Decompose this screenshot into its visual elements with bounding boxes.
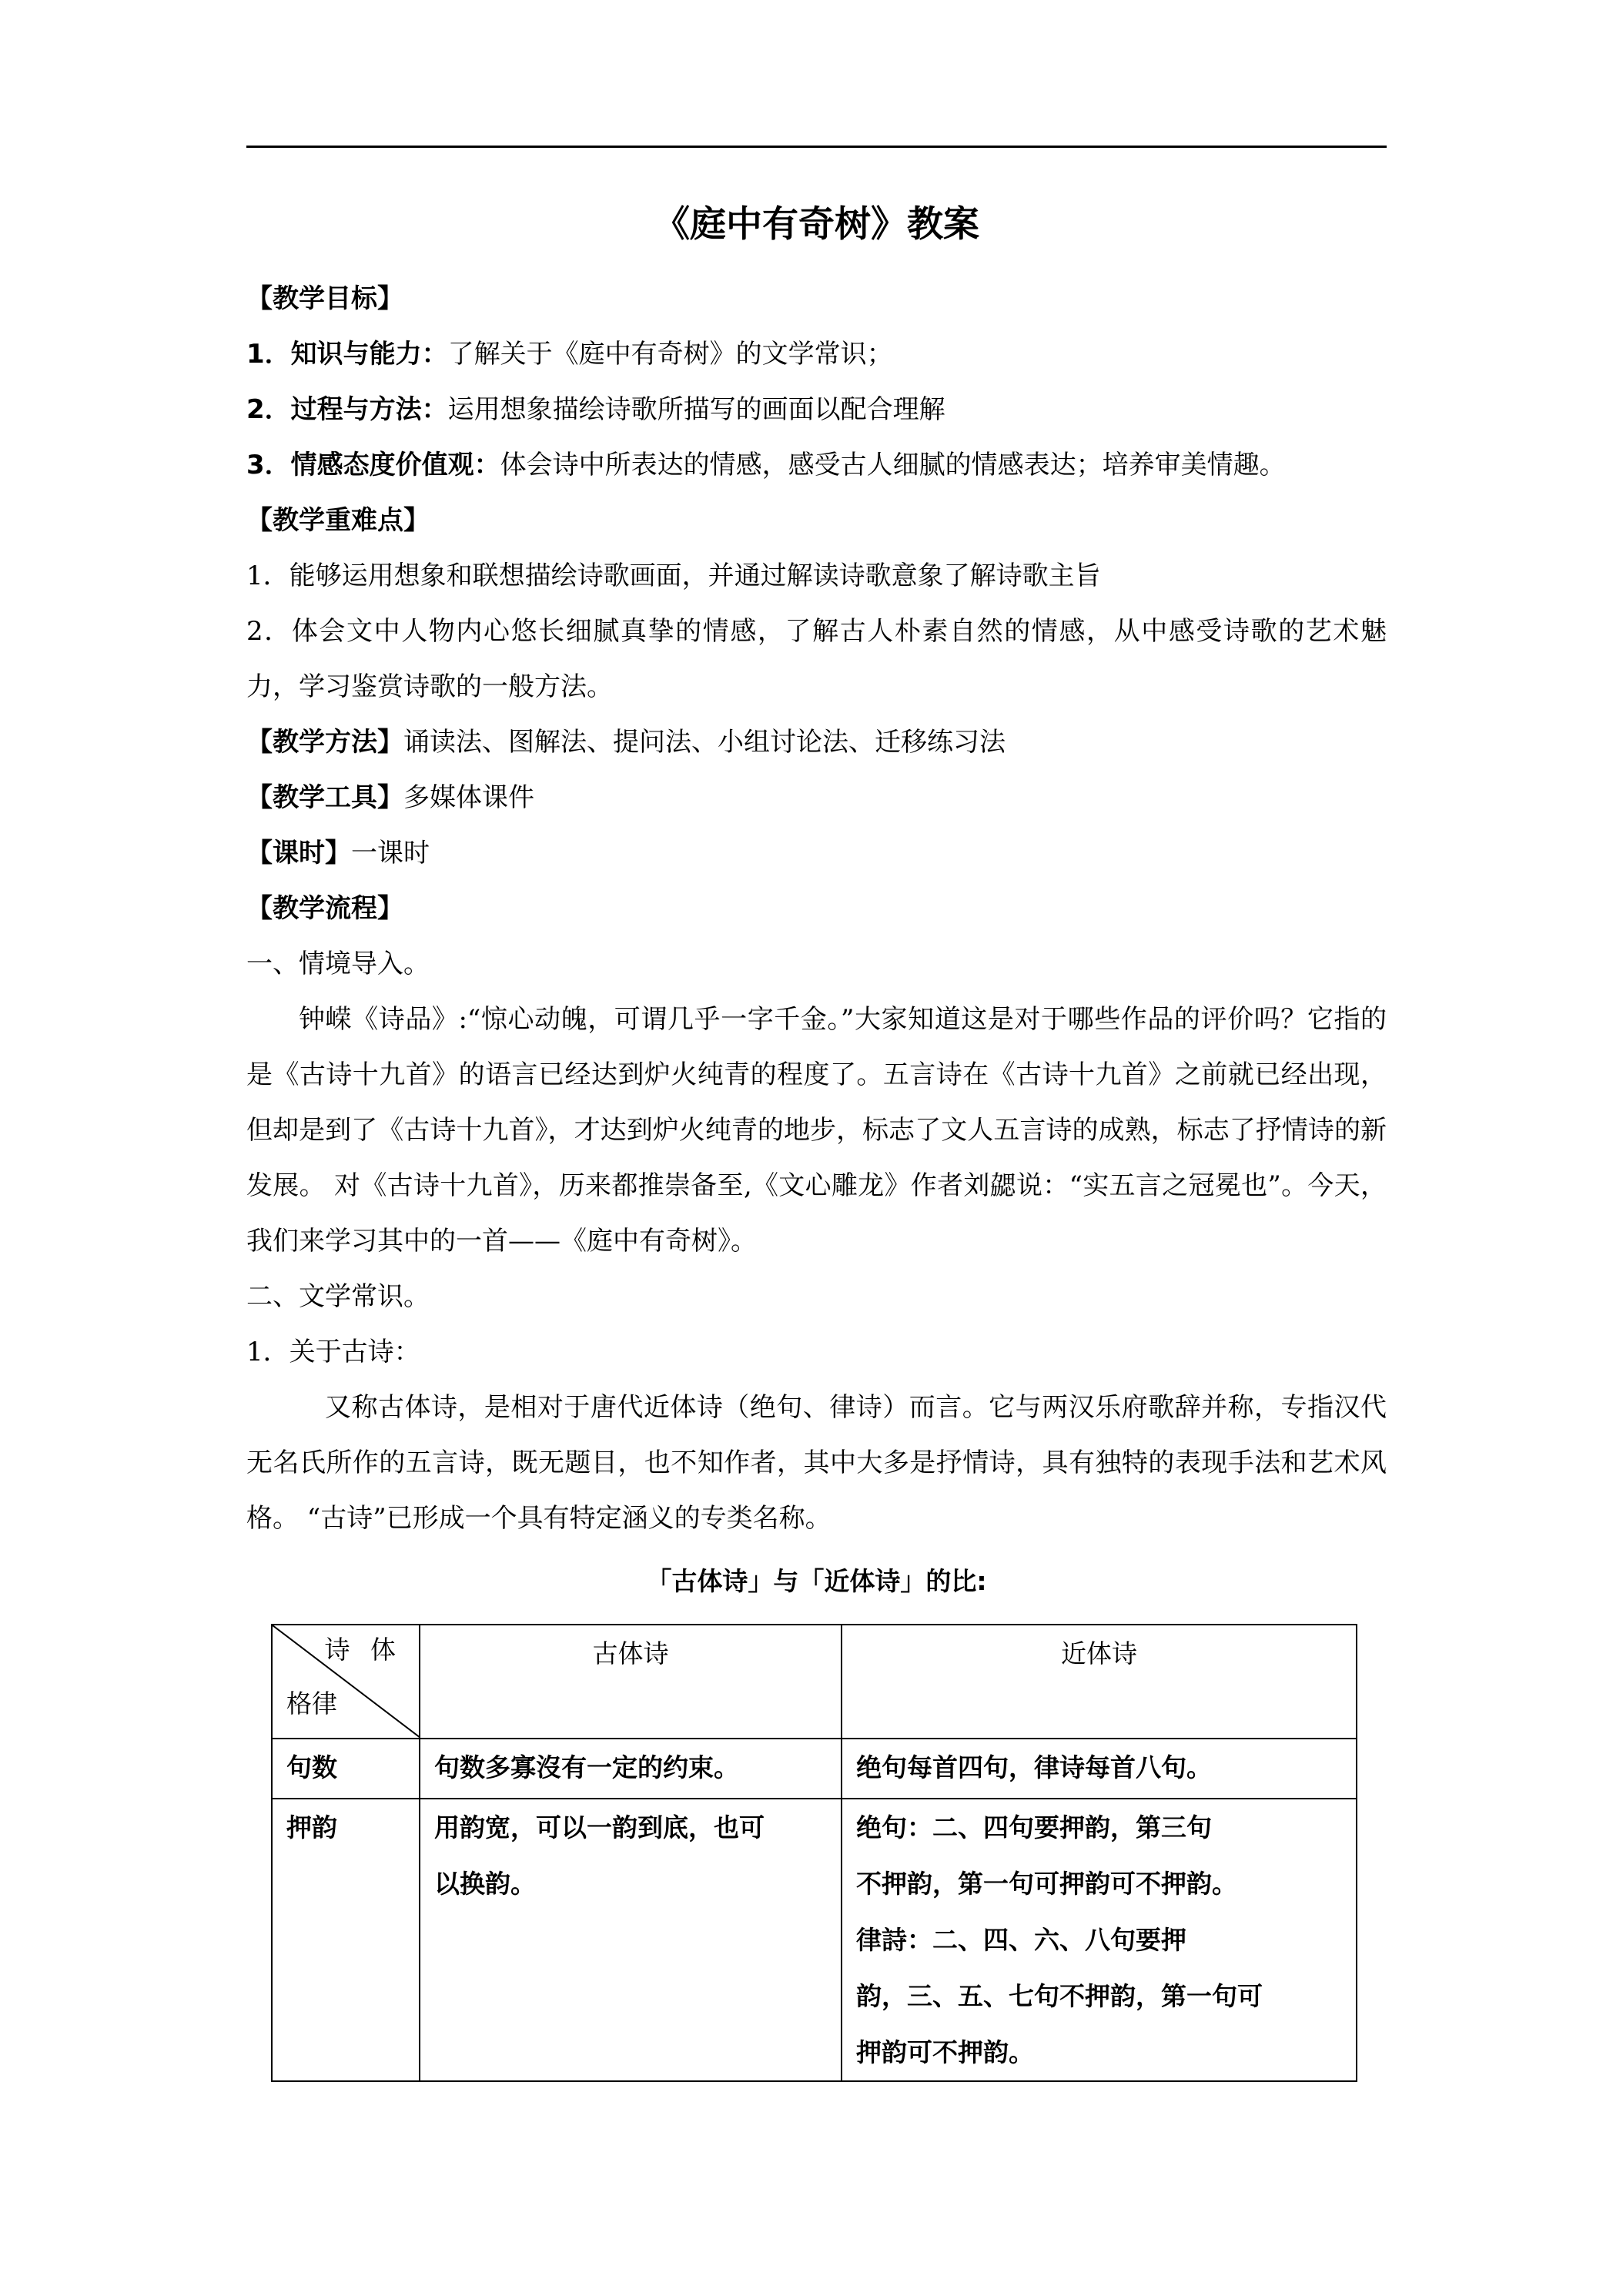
- step2-subheading: 1．关于古诗：: [246, 1337, 420, 1367]
- col-header-ancient: 古体诗: [420, 1625, 842, 1739]
- objectives-heading: 【教学目标】: [246, 283, 403, 314]
- objective-label: 过程与方法：: [290, 394, 448, 425]
- col-header-modern: 近体诗: [842, 1625, 1357, 1739]
- header-rule: [246, 146, 1387, 148]
- objective-number: 3．: [246, 450, 291, 480]
- keypoint-item: 1．能够运用想象和联想描绘诗歌画面，并通过解读诗歌意象了解诗歌主旨: [246, 561, 1101, 591]
- objective-label: 知识与能力：: [290, 339, 448, 370]
- hours-label: 【课时】: [246, 838, 351, 869]
- cell-line: 不押韵，第一句可押韵可不押韵。: [856, 1869, 1237, 1899]
- objective-label: 情感态度价值观：: [290, 450, 500, 480]
- row-label: 句数: [272, 1739, 420, 1799]
- keypoint-item: 2．体会文中人物内心悠长细腻真挚的情感，了解古人朴素自然的情感，从中感受诗歌的艺术魅力，学习鉴赏诗歌的一般方法。: [246, 616, 1387, 702]
- step1-heading: 一、情境导入。: [246, 949, 430, 979]
- cell-line: 句数多寡沒有一定的约束。: [434, 1752, 739, 1782]
- step1-paragraph: 钟嵘《诗品》:“惊心动魄，可谓几乎一字千金。”大家知道这是对于哪些作品的评价吗？它指的是《古诗十九首》的语言已经达到炉火纯青的程度了。五言诗在《古诗十九首》之前就已经出现，但却是到了《古诗十九首》，才达到炉火纯青的地步，标志了文人五言诗的成熟，标志了抒情诗的新发展。 对《古诗十九首》，历来都推崇备至,《文心雕龙》作者刘勰说：“实五言之冠冕也”。今天，我们来学习其中的一首——《庭中有奇树》。: [246, 1004, 1387, 1257]
- objective-text: 运用想象描绘诗歌所描写的画面以配合理解: [447, 394, 945, 425]
- hours-line: [246, 825, 1387, 881]
- tools-line: [246, 770, 1387, 825]
- objective-item: [246, 437, 1387, 493]
- tools-text: 多媒体课件: [403, 782, 534, 813]
- cell-line: 绝句：二、四句要押韵，第三句: [856, 1812, 1212, 1842]
- cell-ancient: [420, 1799, 842, 2081]
- objective-number: 2．: [246, 394, 291, 425]
- objective-item: [246, 382, 1387, 437]
- row-label: 押韵: [272, 1799, 420, 2081]
- comparison-table: [271, 1624, 1357, 2082]
- objective-number: 1．: [246, 339, 291, 370]
- hours-text: 一课时: [351, 838, 430, 869]
- keypoints-heading: 【教学重难点】: [246, 505, 430, 536]
- cell-line: 韵，三、五、七句不押韵，第一句可: [856, 1981, 1263, 2011]
- tools-label: 【教学工具】: [246, 782, 403, 813]
- cell-line: 以换韵。: [434, 1869, 536, 1899]
- corner-bottom-label: 格律: [286, 1689, 337, 1719]
- objective-item: [246, 326, 1387, 382]
- method-line: [246, 715, 1387, 770]
- lesson-body: [246, 271, 1387, 1546]
- cell-line: 绝句每首四句，律诗每首八句。: [856, 1752, 1212, 1782]
- table-title: 「古体诗」与「近体诗」的比:: [646, 1566, 987, 1596]
- corner-top-label: 诗 体: [324, 1635, 402, 1665]
- cell-line: 律詩：二、四、六、八句要押: [856, 1925, 1186, 1955]
- table-row: [272, 1739, 1357, 1799]
- method-label: 【教学方法】: [246, 727, 403, 758]
- step2-heading: 二、文学常识。: [246, 1281, 430, 1312]
- objective-text: 体会诗中所表达的情感，感受古人细腻的情感表达；培养审美情趣。: [500, 450, 1286, 480]
- cell-line: 押韵可不押韵。: [856, 2037, 1034, 2067]
- process-heading: 【教学流程】: [246, 893, 403, 924]
- cell-modern: [842, 1799, 1357, 2081]
- objective-text: 了解关于《庭中有奇树》的文学常识；: [447, 339, 893, 370]
- table-row: [272, 1799, 1357, 2081]
- cell-modern: [842, 1739, 1357, 1799]
- cell-line: 用韵宽，可以一韵到底，也可: [434, 1812, 765, 1842]
- cell-ancient: [420, 1739, 842, 1799]
- method-text: 诵读法、图解法、提问法、小组讨论法、迁移练习法: [403, 727, 1006, 758]
- step2-paragraph: 又称古体诗，是相对于唐代近体诗（绝句、律诗）而言。它与两汉乐府歌辞并称，专指汉代无名氏所作的五言诗，既无题目，也不知作者，其中大多是抒情诗，具有独特的表现手法和艺术风格。 “古诗”已形成一个具有特定涵义的专类名称。: [246, 1392, 1387, 1534]
- table-header-row: [272, 1625, 1357, 1739]
- page-title: 《庭中有奇树》教案: [654, 203, 979, 246]
- corner-header-cell: [272, 1625, 420, 1739]
